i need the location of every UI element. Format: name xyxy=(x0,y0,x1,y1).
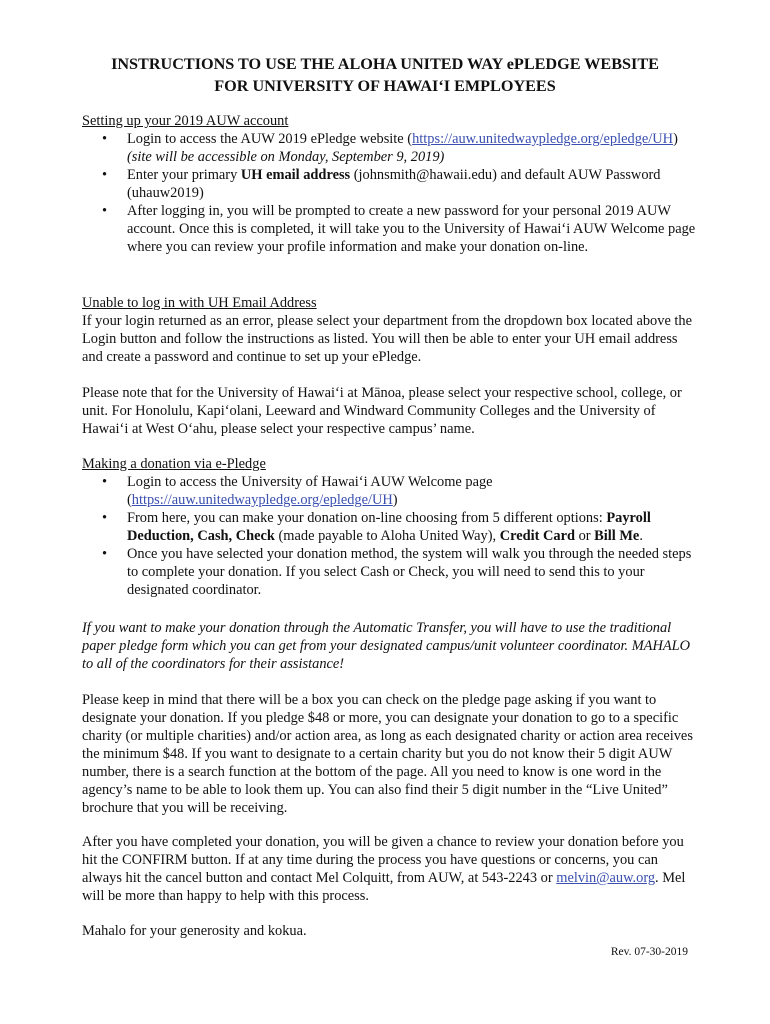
donation-login-text: Login to access the University of Hawai‘i AUW Welcome page xyxy=(127,474,493,490)
contact-email-link[interactable]: melvin@auw.org xyxy=(556,870,656,886)
manoa-note: Please note that for the University of Hawai‘i at Mānoa, please select your respective school, college, or unit. For Honolulu, Kapi‘olani, Leeward and Windward Community Colleges and the University of Hawai‘i at West O‘ahu, please select your respective campus’ name. xyxy=(82,385,682,437)
donation-bullet-options xyxy=(82,509,696,545)
setup-list xyxy=(82,130,696,256)
setup-email-bold: UH email address xyxy=(240,167,351,183)
donation-section xyxy=(82,455,696,599)
confirm-paragraph xyxy=(82,833,696,905)
setup-email-post: (johnsmith@hawaii.edu) and default AUW Password (uhauw2019) xyxy=(127,167,661,201)
options-mid: (made payable to Aloha United Way), xyxy=(274,528,500,544)
setup-section xyxy=(82,112,696,256)
closing-line: Mahalo for your generosity and kokua. xyxy=(82,923,307,939)
donation-bullet-login: • Login to access the University of Hawai‘i AUW Welcome page (https://auw.unitedwaypledge.org/epledge/UH) xyxy=(82,473,696,509)
options-bill-me: Bill Me xyxy=(594,528,640,544)
unable-heading: Unable to log in with UH Email Address xyxy=(82,295,317,311)
title-line-1: INSTRUCTIONS TO USE THE ALOHA UNITED WAY ePLEDGE WEBSITE xyxy=(111,55,659,73)
options-end: . xyxy=(639,528,643,544)
automatic-transfer-note: If you want to make your donation through the Automatic Transfer, you will have to use the traditional paper pledge form which you can get from your designated campus/unit volunteer coordinator. MAHALO to all of the coordinators for their assistance! xyxy=(82,620,691,672)
title-line-2: FOR UNIVERSITY OF HAWAI‘I EMPLOYEES xyxy=(214,77,556,95)
options-payroll: Payroll Deduction, Cash, Check xyxy=(127,510,651,544)
setup-heading: Setting up your 2019 AUW account xyxy=(82,113,289,129)
unable-section xyxy=(82,294,696,366)
setup-bullet-email xyxy=(82,166,696,202)
page-title xyxy=(40,53,730,97)
confirm-post: . Mel will be more than happy to help with this process. xyxy=(82,870,686,904)
setup-login-text: Login to access the AUW 2019 ePledge website ( xyxy=(127,131,413,147)
setup-bullet-password: • After logging in, you will be prompted to create a new password for your personal 2019 AUW account. Once this is completed, it will take you to the University of Hawai‘i AUW Welcome page where you can review your profile information and make your donation on-line. xyxy=(82,202,696,256)
unable-body: If your login returned as an error, please select your department from the dropdown box located above the Login button and follow the instructions as listed. You will then be able to enter your UH email address and create a password and continue to set up your ePledge. xyxy=(82,313,693,365)
revision-date: Rev. 07-30-2019 xyxy=(610,946,688,958)
confirm-pre: After you have completed your donation, you will be given a chance to review your donation before you hit the CONFIRM button. If at any time during the process you have questions or concerns, you can always hit the cancel button and contact Mel Colquitt, from AUW, at 543-2243 or xyxy=(82,834,684,886)
setup-bullet-login xyxy=(82,130,696,166)
setup-login-close: ) xyxy=(673,131,678,147)
options-pre: From here, you can make your donation on-line choosing from 5 different options: xyxy=(127,510,607,526)
donation-list xyxy=(82,473,696,599)
epledge-link[interactable]: https://auw.unitedwaypledge.org/epledge/UH xyxy=(412,131,674,147)
setup-availability-note: (site will be accessible on Monday, September 9, 2019) xyxy=(127,149,445,165)
welcome-page-link[interactable]: https://auw.unitedwaypledge.org/epledge/UH xyxy=(131,492,393,508)
donation-bullet-method: • Once you have selected your donation method, the system will walk you through the needed steps to complete your donation. If you select Cash or Check, you will need to send this to your designated coordinator. xyxy=(82,545,696,599)
setup-email-pre: Enter your primary xyxy=(127,167,241,183)
options-credit-card: Credit Card xyxy=(499,528,575,544)
options-or: or xyxy=(574,528,595,544)
designate-paragraph: Please keep in mind that there will be a box you can check on the pledge page asking if you want to designate your donation. If you pledge $48 or more, you can designate your donation to go to a specific charity (or multiple charities) and/or action area, as long as each designated charity or action area receives the minimum $48. If you want to designate to a certain charity but you do not know their 5 digit AUW number, there is a search function at the bottom of the page. All you need to know is one word in the agency’s name to be able to look them up. You can also find their 5 digit number in the “Live United” brochure that you will be receiving. xyxy=(82,692,693,816)
donation-heading: Making a donation via e-Pledge xyxy=(82,456,266,472)
